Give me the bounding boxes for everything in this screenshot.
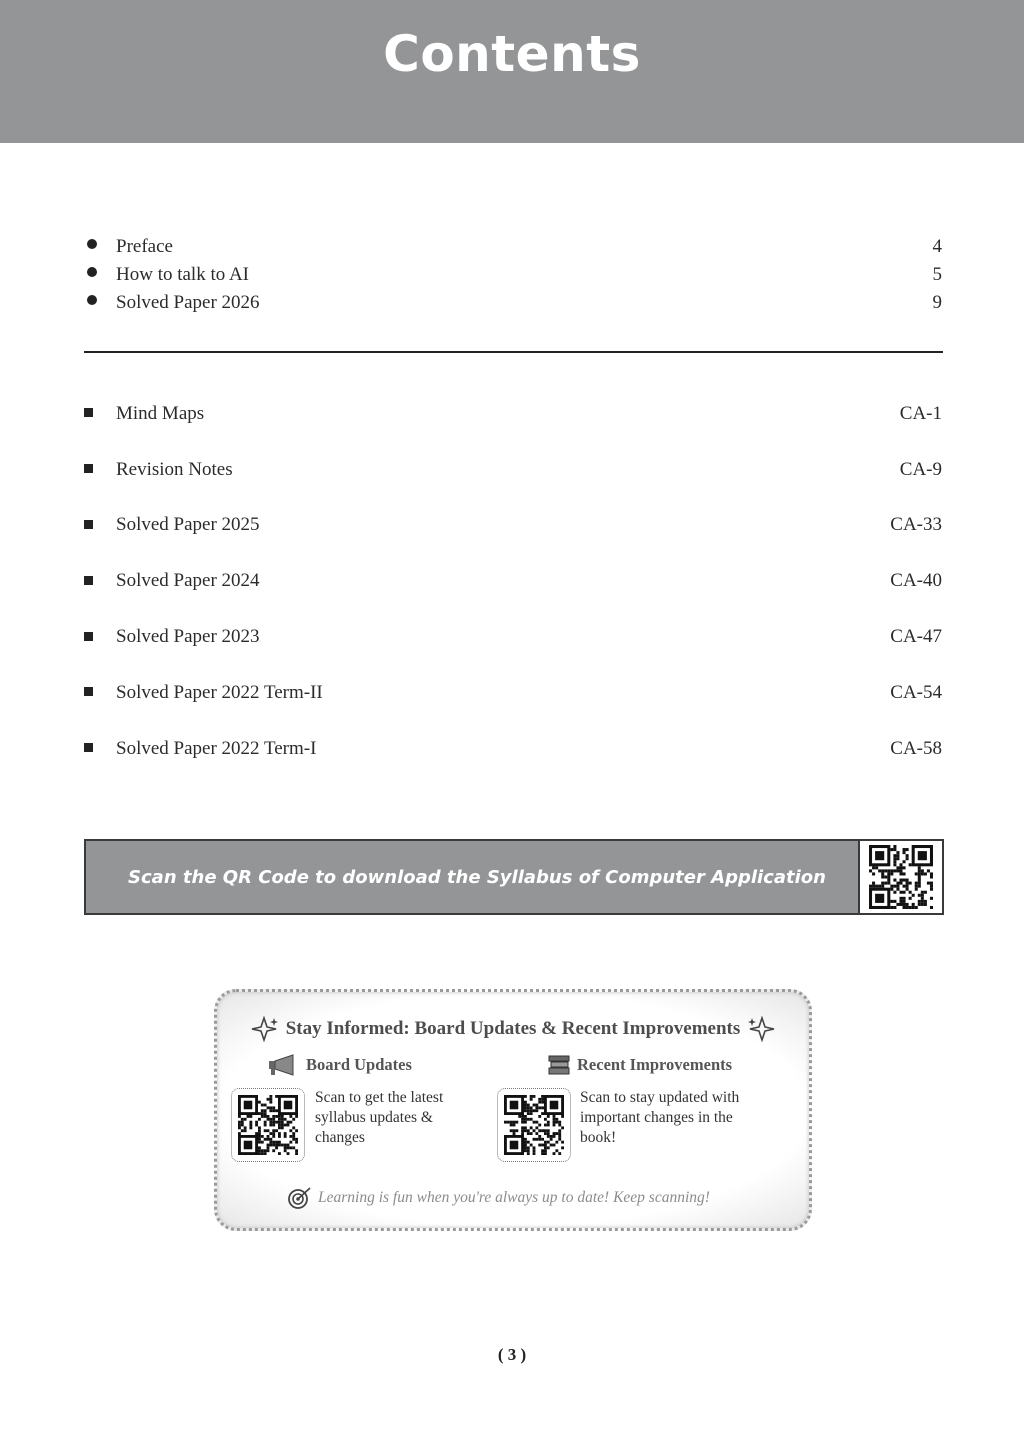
toc-item-solved-paper-2022-term-ii[interactable]	[84, 665, 942, 721]
syllabus-qr-code[interactable]	[858, 841, 942, 913]
section-divider	[84, 351, 943, 353]
toc-item-title: Solved Paper 2023	[116, 626, 260, 648]
info-box-title-text: Stay Informed: Board Updates & Recent Improvements	[285, 1018, 741, 1039]
info-box-title	[217, 1016, 809, 1042]
toc-item-solved-paper-2025[interactable]	[84, 498, 942, 554]
bullet-icon	[87, 295, 97, 305]
toc-item-title: Solved Paper 2025	[116, 514, 260, 536]
toc-item-title: Solved Paper 2022 Term-II	[116, 681, 323, 703]
megaphone-icon	[267, 1054, 299, 1076]
qr-code-icon	[869, 845, 933, 909]
toc-item-solved-paper-2026[interactable]	[84, 289, 942, 317]
syllabus-banner-text: Scan the QR Code to download the Syllabus of Computer Application	[128, 866, 826, 888]
page-title: Contents	[383, 24, 641, 83]
toc-item-title: Revision Notes	[116, 458, 233, 480]
bullet-icon	[87, 267, 97, 277]
toc-item-page: 4	[932, 236, 942, 257]
square-bullet-icon	[84, 687, 93, 696]
toc-item-title: Solved Paper 2024	[116, 570, 260, 592]
toc-item-page: CA-54	[890, 681, 942, 703]
sparkle-icon	[250, 1016, 280, 1042]
syllabus-qr-banner	[84, 839, 944, 915]
toc-item-page: CA-58	[890, 737, 942, 759]
toc-item-solved-paper-2024[interactable]	[84, 553, 942, 609]
books-icon	[548, 1054, 570, 1076]
square-bullet-icon	[84, 408, 93, 417]
board-updates-heading	[267, 1054, 412, 1076]
toc-item-solved-paper-2022-term-i[interactable]	[84, 721, 942, 777]
toc-item-page: 5	[932, 264, 942, 285]
qr-code-icon	[504, 1095, 564, 1155]
recent-improvements-qr-code[interactable]	[497, 1088, 571, 1162]
board-updates-text: Scan to get the latest syllabus updates & changes	[315, 1089, 444, 1146]
toc-item-mind-maps[interactable]	[84, 386, 942, 442]
toc-item-page: CA-33	[890, 514, 942, 536]
toc-item-title: Preface	[116, 236, 173, 257]
toc-item-page: 9	[932, 292, 942, 313]
square-bullet-icon	[84, 743, 93, 752]
toc-item-page: CA-1	[899, 402, 942, 424]
recent-improvements-heading	[548, 1054, 732, 1076]
toc-item-title: Solved Paper 2022 Term-I	[116, 737, 317, 759]
sparkle-icon	[746, 1016, 776, 1042]
target-icon	[287, 1186, 313, 1210]
toc-item-page: CA-40	[890, 570, 942, 592]
toc-item-title: Mind Maps	[116, 402, 205, 424]
toc-item-how-to-talk-to-ai[interactable]	[84, 261, 942, 289]
front-matter-list	[84, 233, 942, 317]
toc-item-title: How to talk to AI	[116, 264, 249, 285]
qr-code-icon	[238, 1095, 298, 1155]
board-updates-label: Board Updates	[306, 1055, 412, 1074]
square-bullet-icon	[84, 464, 93, 473]
toc-item-title: Solved Paper 2026	[116, 292, 260, 313]
page-number: ( 3 )	[497, 1345, 527, 1364]
toc-item-page: CA-9	[899, 458, 942, 480]
recent-improvements-text: Scan to stay updated with important changes in the book!	[580, 1089, 740, 1146]
toc-item-revision-notes[interactable]	[84, 442, 942, 498]
toc-item-preface[interactable]	[84, 233, 942, 261]
info-box-footer	[287, 1186, 710, 1210]
chapter-list	[84, 386, 942, 777]
bullet-icon	[87, 239, 97, 249]
square-bullet-icon	[84, 520, 93, 529]
square-bullet-icon	[84, 576, 93, 585]
toc-item-page: CA-47	[890, 626, 942, 648]
page-header	[0, 0, 1024, 143]
info-box-footer-text: Learning is fun when you're always up to date! Keep scanning!	[318, 1189, 710, 1206]
stay-informed-box	[214, 989, 812, 1231]
toc-item-solved-paper-2023[interactable]	[84, 609, 942, 665]
square-bullet-icon	[84, 632, 93, 641]
board-updates-qr-code[interactable]	[231, 1088, 305, 1162]
recent-improvements-label: Recent Improvements	[577, 1055, 733, 1074]
